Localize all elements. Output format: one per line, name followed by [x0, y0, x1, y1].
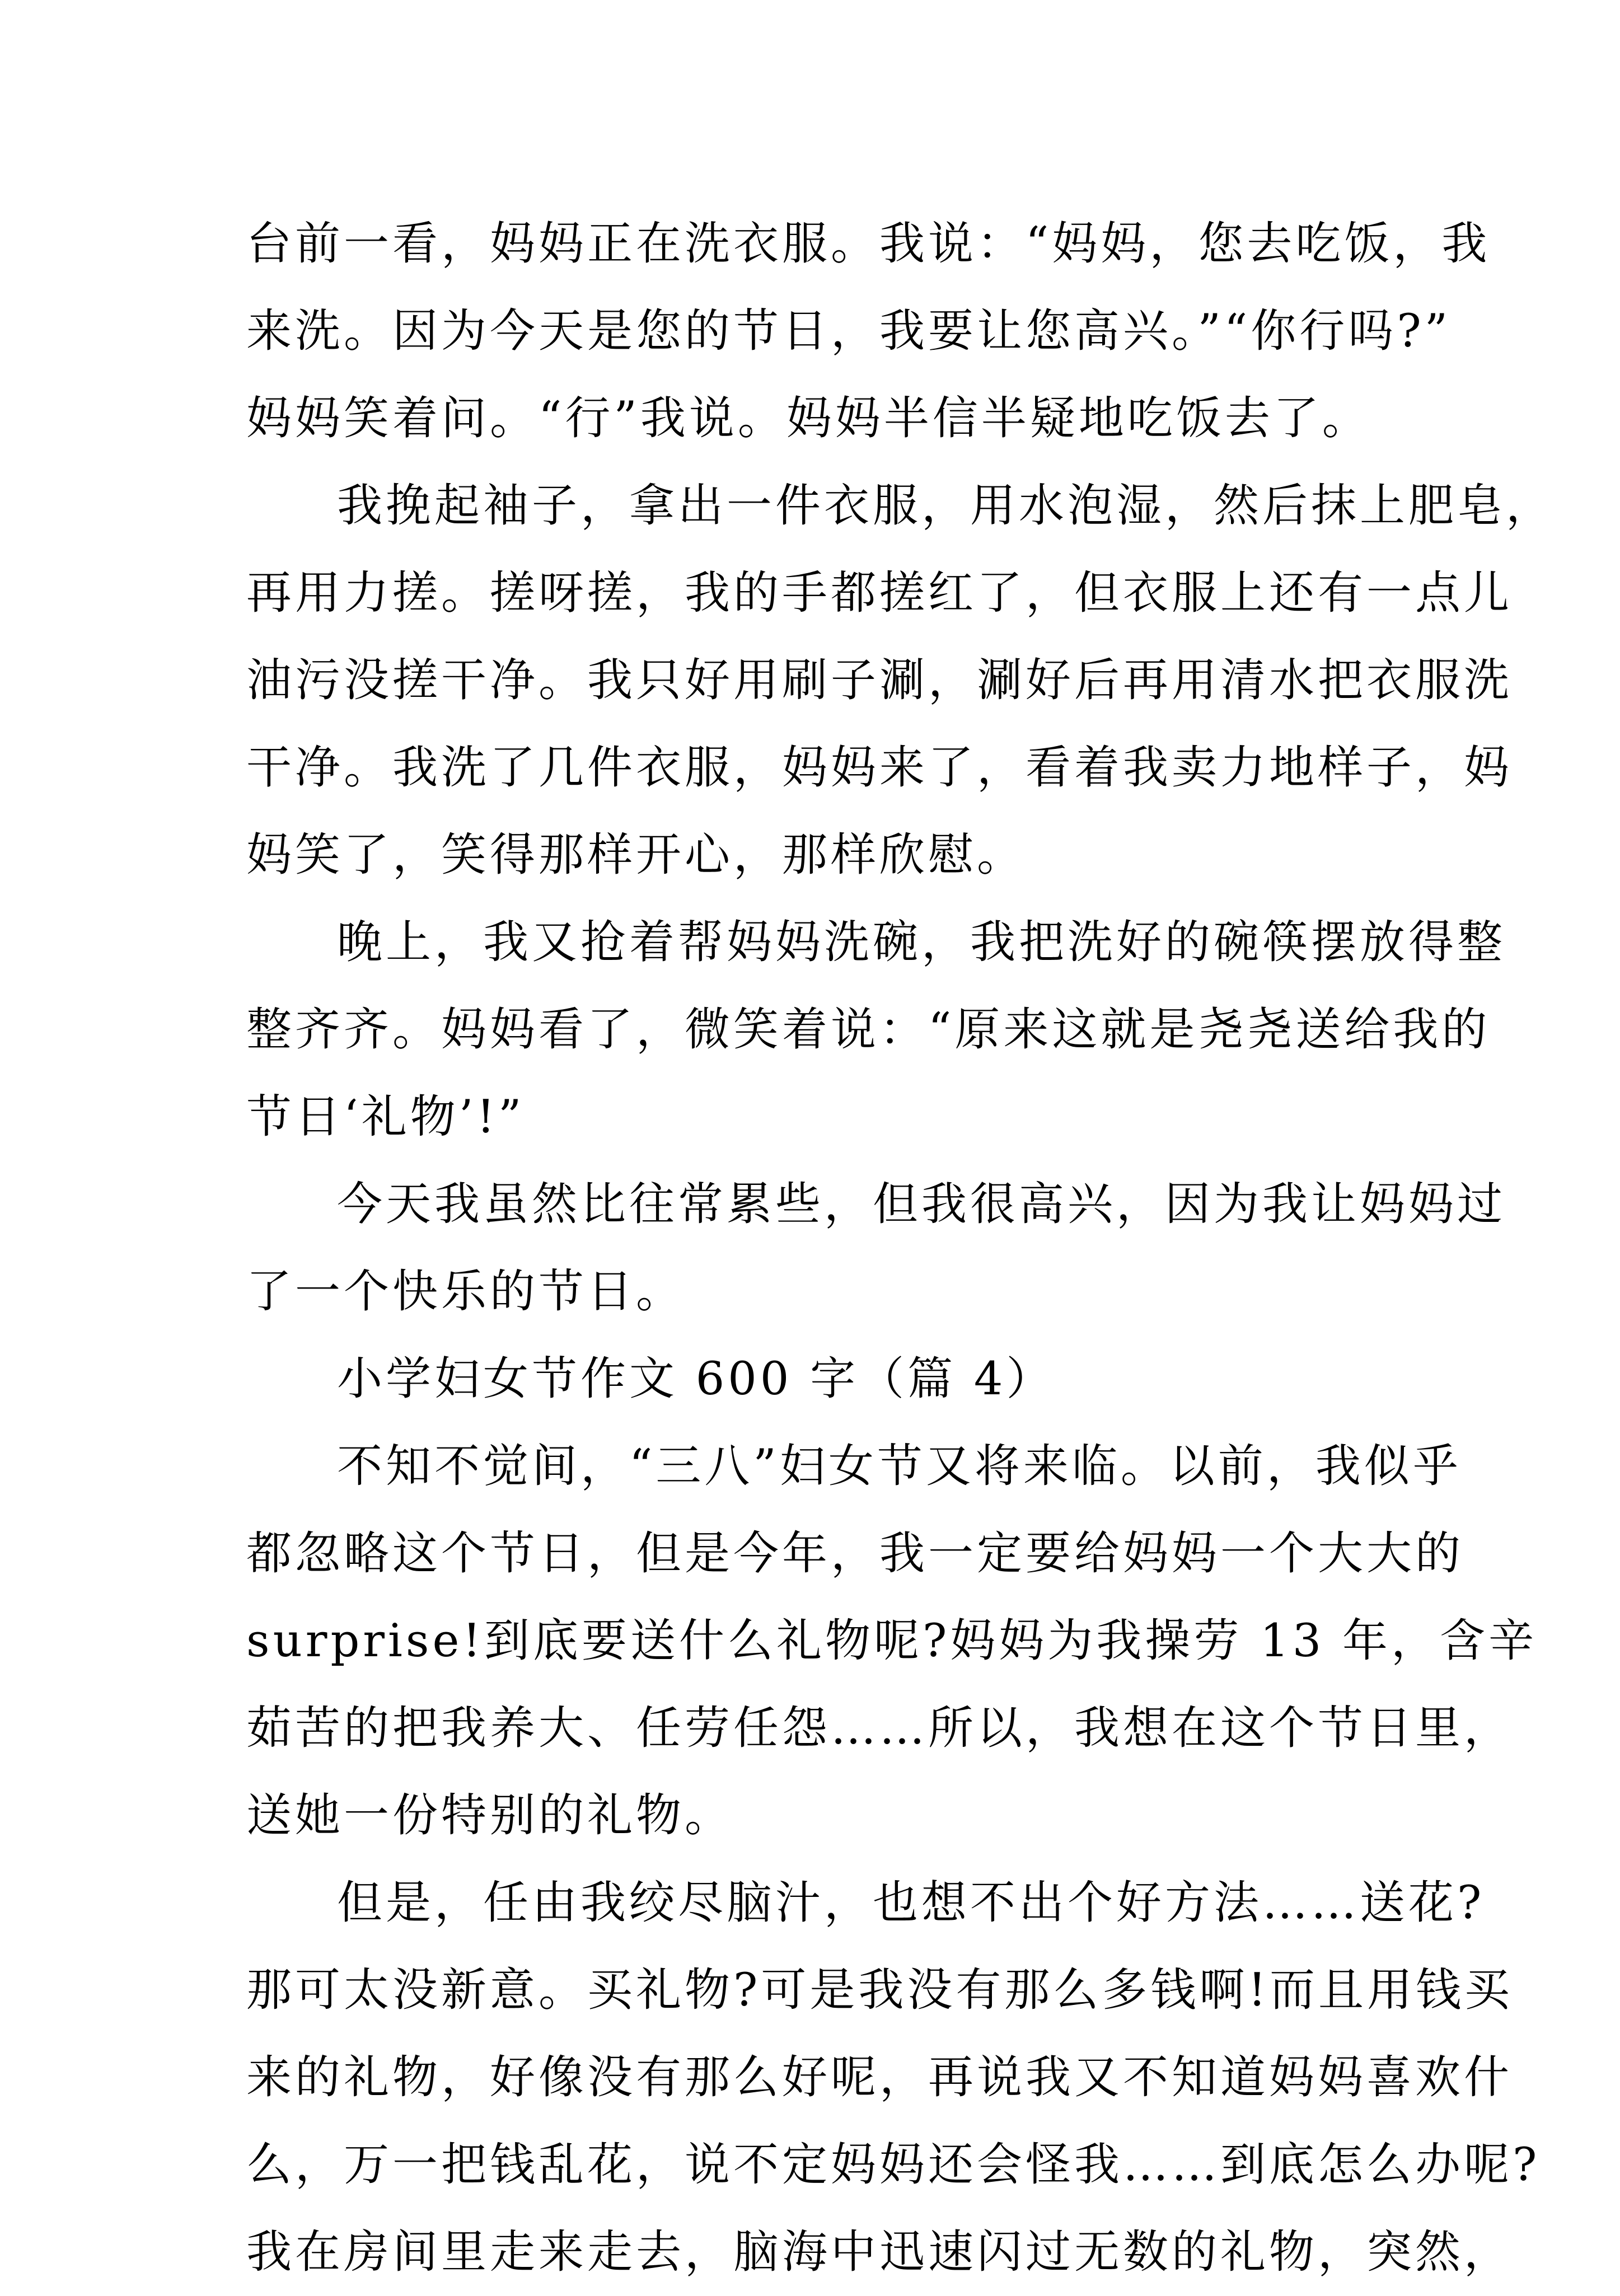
- text-line: 都忽略这个节日，但是今年，我一定要给妈妈一个大大的: [246, 1527, 1464, 1580]
- text-line: 台前一看，妈妈正在洗衣服。我说：“妈妈，您去吃饭，我: [246, 218, 1491, 270]
- text-line: 油污没搓干净。我只好用刷子涮，涮好后再用清水把衣服洗: [246, 654, 1513, 707]
- text-line: 来洗。因为今天是您的节日，我要让您高兴。”“你行吗?”: [246, 305, 1452, 358]
- text-line: surprise!到底要送什么礼物呢?妈妈为我操劳 13 年，含辛: [246, 1615, 1537, 1667]
- text-line: 但是，任由我绞尽脑汁，也想不出个好方法……送花?: [337, 1877, 1485, 1929]
- text-line: 节日‘礼物’!”: [246, 1091, 525, 1144]
- text-line: 晚上，我又抢着帮妈妈洗碗，我把洗好的碗筷摆放得整: [337, 916, 1506, 969]
- text-line: 小学妇女节作文 600 字（篇 4）: [337, 1353, 1055, 1405]
- text-line: 再用力搓。搓呀搓，我的手都搓红了，但衣服上还有一点儿: [246, 567, 1513, 620]
- text-line: 送她一份特别的礼物。: [246, 1789, 734, 1842]
- text-line: 那可太没新意。买礼物?可是我没有那么多钱啊!而且用钱买: [246, 1964, 1513, 2017]
- text-line: 我挽起袖子，拿出一件衣服，用水泡湿，然后抹上肥皂，: [337, 480, 1555, 532]
- text-line: 妈妈笑着问。“行”我说。妈妈半信半疑地吃饭去了。: [246, 392, 1371, 445]
- text-line: 不知不觉间，“三八”妇女节又将来临。以前，我似乎: [337, 1440, 1462, 1493]
- text-line: 妈笑了，笑得那样开心，那样欣慰。: [246, 829, 1026, 882]
- text-line: 干净。我洗了几件衣服，妈妈来了，看着我卖力地样子，妈: [246, 742, 1513, 794]
- text-line: 么，万一把钱乱花，说不定妈妈还会怪我……到底怎么办呢?: [246, 2139, 1541, 2191]
- text-line: 我在房间里走来走去，脑海中迅速闪过无数的礼物，突然，: [246, 2226, 1513, 2279]
- text-line: 整齐齐。妈妈看了，微笑着说：“原来这就是尧尧送给我的: [246, 1004, 1491, 1056]
- body-text: [246, 200, 1555, 2296]
- text-line: 来的礼物，好像没有那么好呢，再说我又不知道妈妈喜欢什: [246, 2051, 1513, 2104]
- text-line: 了一个快乐的节日。: [246, 1266, 685, 1318]
- text-line: 茹苦的把我养大、任劳任怨……所以，我想在这个节日里，: [246, 1702, 1513, 1755]
- text-line: 今天我虽然比往常累些，但我很高兴，因为我让妈妈过: [337, 1178, 1506, 1231]
